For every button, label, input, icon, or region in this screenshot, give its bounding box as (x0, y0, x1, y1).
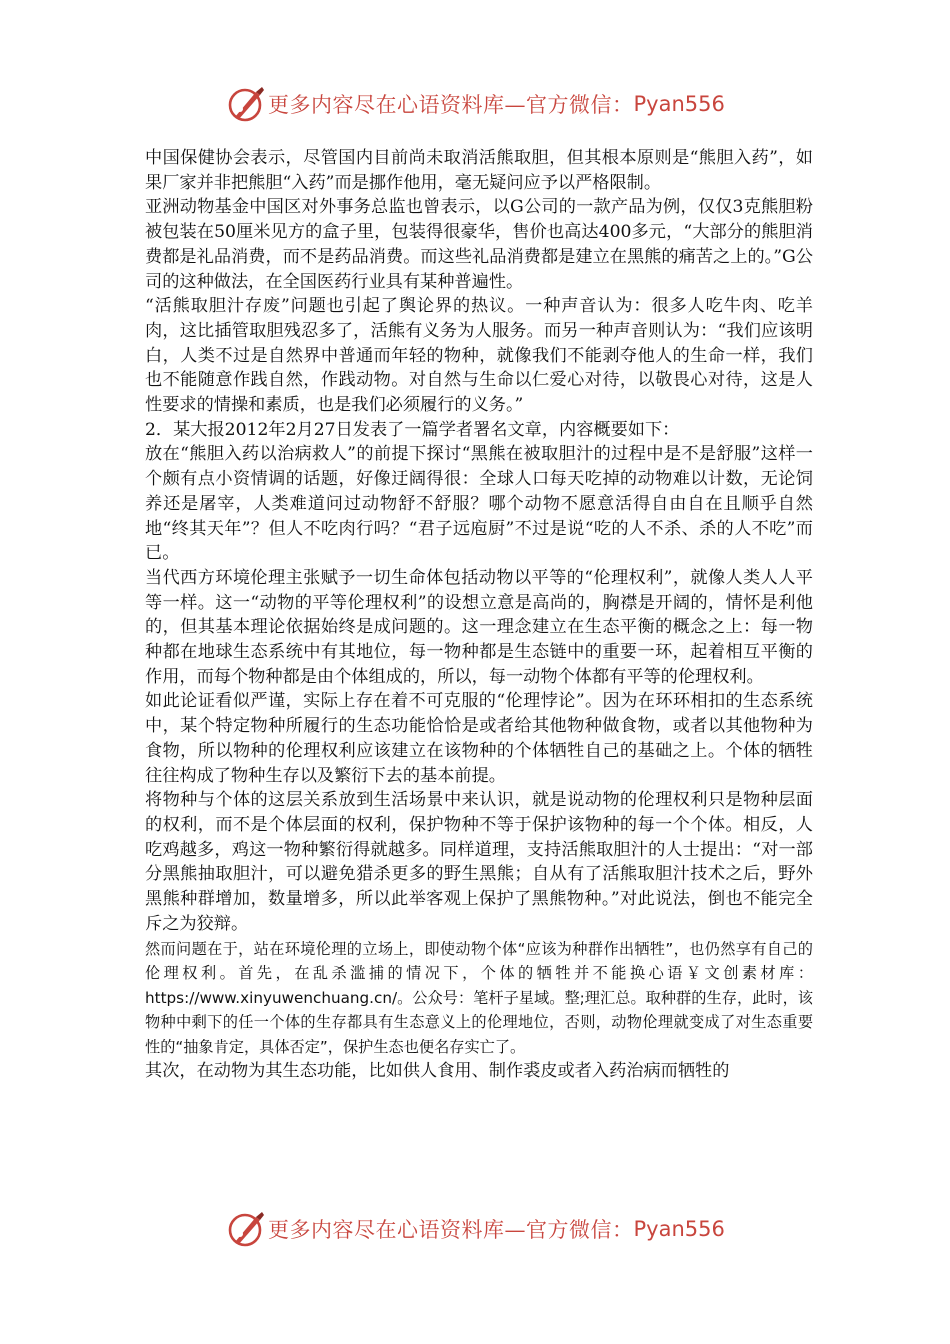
paragraph: 放在“熊胆入药以治病救人”的前提下探讨“黑熊在被取胆汁的过程中是不是舒服”这样一个颇有点小资情调的话题，好像迂阔得很：全球人口每天吃掉的动物难以计数，无论饲养还是屠宰，人类难道问过动物舒不舒服？哪个动物不愿意活得自由自在且顺乎自然地“终其天年”？但人不吃肉行吗？“君子远庖厨”不过是说“吃的人不杀、杀的人不吃”而已。 (145, 444, 813, 564)
paragraph: 当代西方环境伦理主张赋予一切生命体包括动物以平等的“伦理权利”，就像人类人人平等一样。这一“动物的平等伦理权利”的设想立意是高尚的，胸襟是开阔的，情怀是利他的，但其基本理论依据始终是成问题的。这一理念建立在生态平衡的概念之上：每一物种都在地球生态系统中有其地位，每一物种都是生态链中的重要一环，起着相互平衡的作用，而每个物种都是由个体组成的，所以，每一动物个体都有平等的伦理权利。 (145, 567, 813, 687)
banner-text: 更多内容尽在心语资料库—官方微信： (268, 1218, 634, 1242)
banner-wechat-id: Pyan556 (633, 92, 725, 116)
banner-wechat-id: Pyan556 (633, 1217, 725, 1241)
pen-logo-icon (226, 84, 266, 124)
header-banner (226, 84, 725, 124)
paragraph: 亚洲动物基金中国区对外事务总监也曾表示，以G公司的一款产品为例，仅仅3克熊胆粉被包装在50厘米见方的盒子里，包装得很豪华，售价也高达400多元，“大部分的熊胆消费都是礼品消费，而不是药品消费。而这些礼品消费都是建立在黑熊的痛苦之上的。”G公司的这种做法，在全国医药行业具有某种普遍性。 (145, 197, 813, 292)
banner-text: 更多内容尽在心语资料库—官方微信： (268, 93, 634, 117)
paragraph: 将物种与个体的这层关系放到生活场景中来认识，就是说动物的伦理权利只是物种层面的权利，而不是个体层面的权利，保护物种不等于保护该物种的每一个个体。相反，人吃鸡越多，鸡这一物种繁衍得就越多。同样道理，支持活熊取胆汁的人士提出：“对一部分黑熊抽取胆汁，可以避免猎杀更多的野生黑熊；自从有了活熊取胆汁技术之后，野外黑熊种群增加，数量增多，所以此举客观上保护了黑熊物种。”对此说法，倒也不能完全斥之为狡辩。 (145, 790, 813, 934)
paragraph: “活熊取胆汁存废”问题也引起了舆论界的热议。一种声音认为：很多人吃牛肉、吃羊肉，这比插管取胆残忍多了，活熊有义务为人服务。而另一种声音则认为：“我们应该明白，人类不过是自然界中普通而年轻的物种，就像我们不能剥夺他人的生命一样，我们也不能随意作践自然，作践动物。对自然与生命以仁爱心对待，以敬畏心对待，这是人性要求的情操和素质，也是我们必须履行的义务。” (145, 296, 813, 416)
paragraph: 其次，在动物为其生态功能，比如供人食用、制作裘皮或者入药治病而牺牲的 (145, 1061, 730, 1082)
footer-banner (226, 1209, 725, 1249)
article-body (145, 146, 813, 1084)
paragraph: 2．某大报2012年2月27日发表了一篇学者署名文章，内容概要如下： (145, 419, 680, 440)
paragraph: 中国保健协会表示，尽管国内目前尚未取消活熊取胆，但其根本原则是“熊胆入药”，如果厂家并非把熊胆“入药”而是挪作他用，毫无疑问应予以严格限制。 (145, 148, 813, 193)
pen-logo-icon (226, 1209, 266, 1249)
paragraph-sans: 然而问题在于，站在环境伦理的立场上，即使动物个体“应该为种群作出牺牲”，也仍然享有自己的伦理权利。首先，在乱杀滥捕的情况下，个体的牺牲并不能换心语￥文创素材库：https://www.xinyuwenchuang.cn/。公众号：笔杆子星域。整;理汇总。取种群的生存，此时，该物种中剩下的任一个体的生存都具有生态意义上的伦理地位，否则，动物伦理就变成了对生态重要性的“抽象肯定，具体否定”，保护生态也便名存实亡了。 (145, 939, 813, 1056)
paragraph: 如此论证看似严谨，实际上存在着不可克服的“伦理悖论”。因为在环环相扣的生态系统中，某个特定物种所履行的生态功能恰恰是或者给其他物种做食物，或者以其他物种为食物，所以物种的伦理权利应该建立在该物种的个体牺牲自己的基础之上。个体的牺牲往往构成了物种生存以及繁衍下去的基本前提。 (145, 691, 813, 786)
